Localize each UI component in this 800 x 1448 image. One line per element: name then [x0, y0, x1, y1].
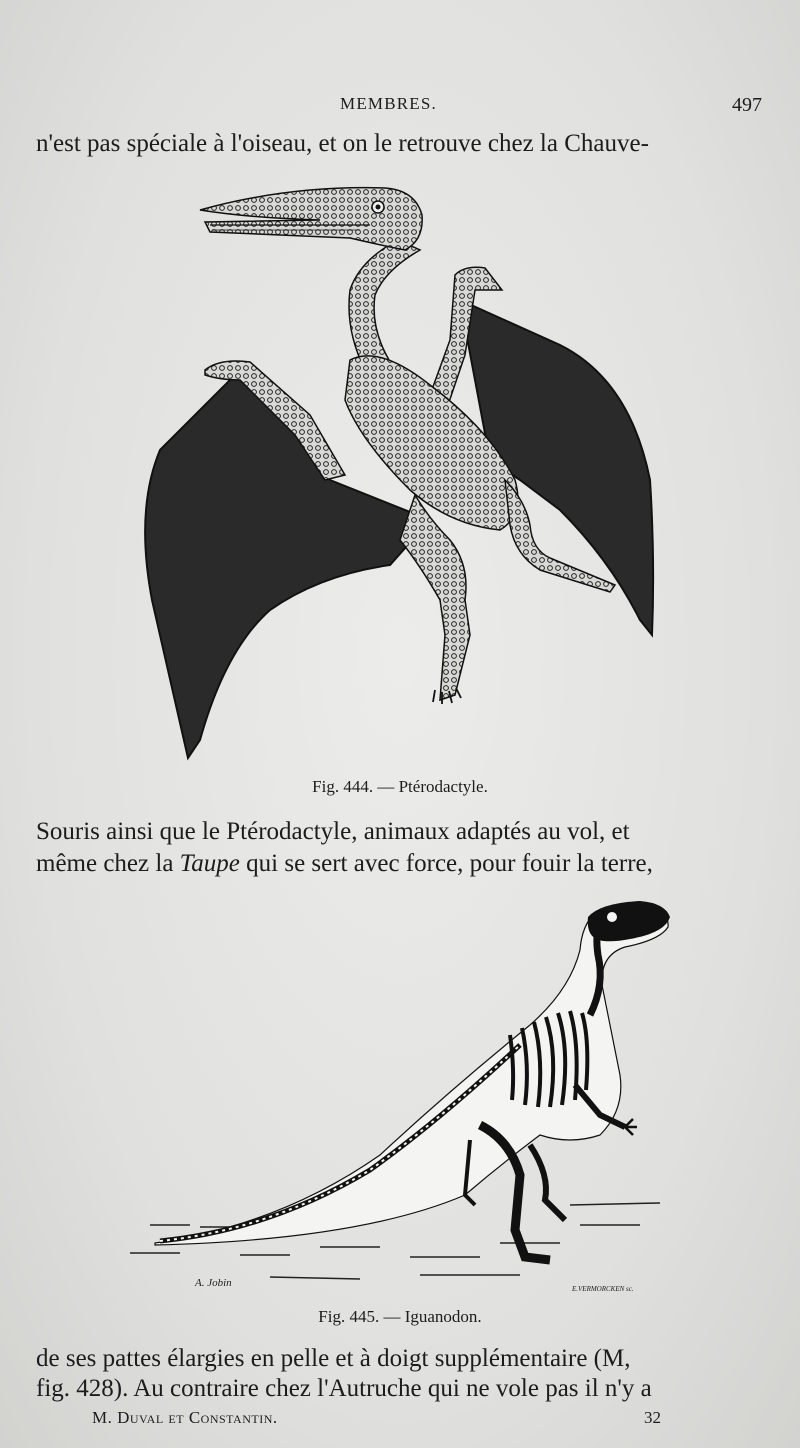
page-header	[0, 92, 800, 122]
paragraph-line-1: n'est pas spéciale à l'oiseau, et on le retrouve chez la Chauve-	[36, 130, 649, 157]
figure-445-caption: Fig. 445. — Iguanodon.	[318, 1307, 482, 1326]
running-head: MEMBRES.	[340, 94, 437, 113]
iguanodon-skeleton-illustration	[120, 895, 690, 1305]
pterodactyl-illustration	[130, 180, 670, 770]
footer-authors: M. Duval et Constantin.	[92, 1408, 278, 1427]
italic-term-taupe: Taupe	[179, 850, 240, 877]
engraver-signature: E.VERMORCKEN sc.	[572, 1285, 634, 1293]
text-segment: même chez la	[36, 850, 180, 877]
paragraph-line-3	[36, 850, 766, 878]
signature-number: 32	[644, 1408, 661, 1427]
figure-444-caption: Fig. 444. — Ptérodactyle.	[312, 777, 488, 796]
paragraph-line-2: Souris ainsi que le Ptérodactyle, animaux adaptés au vol, et	[36, 818, 630, 845]
page-footer	[92, 1408, 692, 1434]
paragraph-line-5: fig. 428). Au contraire chez l'Autruche qui ne vole pas il n'y a	[36, 1375, 652, 1402]
artist-signature: A. Jobin	[195, 1277, 232, 1289]
text-segment: qui se sert avec force, pour fouir la terre,	[239, 850, 653, 877]
paragraph-line-4: de ses pattes élargies en pelle et à doigt supplémentaire (M,	[36, 1345, 631, 1372]
page-number: 497	[732, 94, 762, 116]
